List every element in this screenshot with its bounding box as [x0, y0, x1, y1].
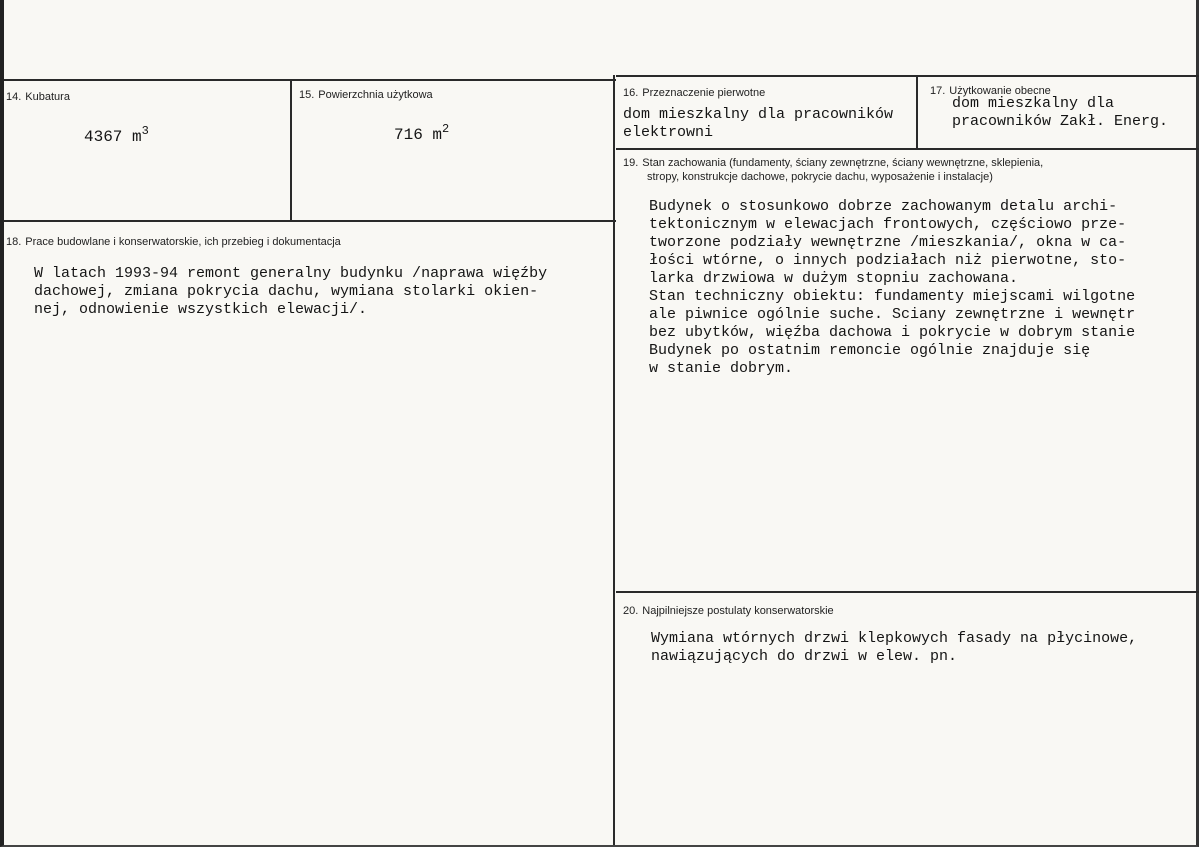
field-19-number: 19. [623, 157, 639, 169]
field-15-label [299, 88, 433, 102]
field-16-label [623, 86, 765, 100]
text-line: w stanie dobrym. [649, 360, 794, 377]
text-line: Budynek o stosunkowo dobrze zachowanym detalu archi- [649, 198, 1118, 215]
text-line: dachowej, zmiana pokrycia dachu, wymiana stolarki okien- [34, 283, 539, 300]
text-line: Budynek po ostatnim remoncie ogólnie znajduje się [649, 342, 1091, 359]
rule-mid-left [4, 220, 616, 222]
field-19-text [649, 198, 1135, 378]
field-18-label [6, 235, 341, 249]
field-19-title-line1: Stan zachowania (fundamenty, ściany zewnętrzne, ściany wewnętrzne, sklepienia, [642, 157, 1044, 169]
field-16-text [623, 106, 893, 142]
kubatura-value: 4367 m [84, 128, 142, 146]
field-17-number: 17. [930, 85, 946, 97]
field-14-number: 14. [6, 91, 22, 103]
text-line: dom mieszkalny dla pracowników [623, 106, 894, 123]
field-15-number: 15. [299, 89, 315, 101]
text-line: bez ubytków, więźba dachowa i pokrycie w dobrym stanie [649, 324, 1136, 341]
text-line: dom mieszkalny dla [952, 95, 1115, 112]
field-17-text [952, 95, 1168, 131]
text-line: nej, odnowienie wszystkich elewacji/. [34, 301, 368, 318]
field-20-label [623, 604, 834, 618]
field-20-title: Najpilniejsze postulaty konserwatorskie [642, 605, 834, 617]
text-line: tektonicznym w elewacjach frontowych, częściowo prze- [649, 216, 1127, 233]
text-line: łości wtórne, o innych podziałach niż pierwotne, sto- [649, 252, 1127, 269]
rule-center [613, 75, 615, 845]
text-line: ale piwnice ogólnie suche. Sciany zewnętrzne i wewnętr [649, 306, 1136, 323]
field-18-number: 18. [6, 236, 22, 248]
powierzchnia-value: 716 m [394, 126, 443, 144]
text-line: larka drzwiowa w dużym stopniu zachowana. [649, 270, 1019, 287]
rule-f14-f15 [290, 79, 292, 221]
field-20-number: 20. [623, 605, 639, 617]
field-14-value [84, 124, 149, 146]
field-20-text [651, 630, 1137, 666]
text-line: Wymiana wtórnych drzwi klepkowych fasady na płycinowe, [651, 630, 1138, 647]
field-15-title: Powierzchnia użytkowa [318, 89, 433, 101]
rule-f16-f17 [916, 75, 918, 149]
kubatura-unit-exponent: 3 [141, 124, 149, 138]
field-19-label [623, 156, 1043, 184]
text-line: W latach 1993-94 remont generalny budynku /naprawa więźby [34, 265, 548, 282]
field-16-number: 16. [623, 87, 639, 99]
text-line: nawiązujących do drzwi w elew. pn. [651, 648, 958, 665]
rule-f19-bottom [616, 591, 1199, 593]
field-17-title: Użytkowanie obecne [949, 85, 1051, 97]
text-line: elektrowni [623, 124, 714, 141]
field-18-text [34, 265, 547, 319]
field-19-title-line2: stropy, konstrukcje dachowe, pokrycie dachu, wyposażenie i instalacje) [647, 171, 993, 183]
rule-f16-bottom [616, 148, 1199, 150]
text-line: pracowników Zakł. Energ. [952, 113, 1169, 130]
field-18-title: Prace budowlane i konserwatorskie, ich przebieg i dokumentacja [25, 236, 341, 248]
powierzchnia-unit-exponent: 2 [442, 122, 450, 136]
field-14-title: Kubatura [25, 91, 70, 103]
field-15-value [394, 122, 449, 144]
text-line: tworzone podziały wewnętrzne /mieszkania/, okna w ca- [649, 234, 1127, 251]
rule-top-right [616, 75, 1199, 77]
field-16-title: Przeznaczenie pierwotne [642, 87, 766, 99]
text-line: Stan techniczny obiektu: fundamenty miejscami wilgotne [649, 288, 1136, 305]
rule-top-left [4, 79, 616, 81]
field-14-label [6, 90, 70, 104]
